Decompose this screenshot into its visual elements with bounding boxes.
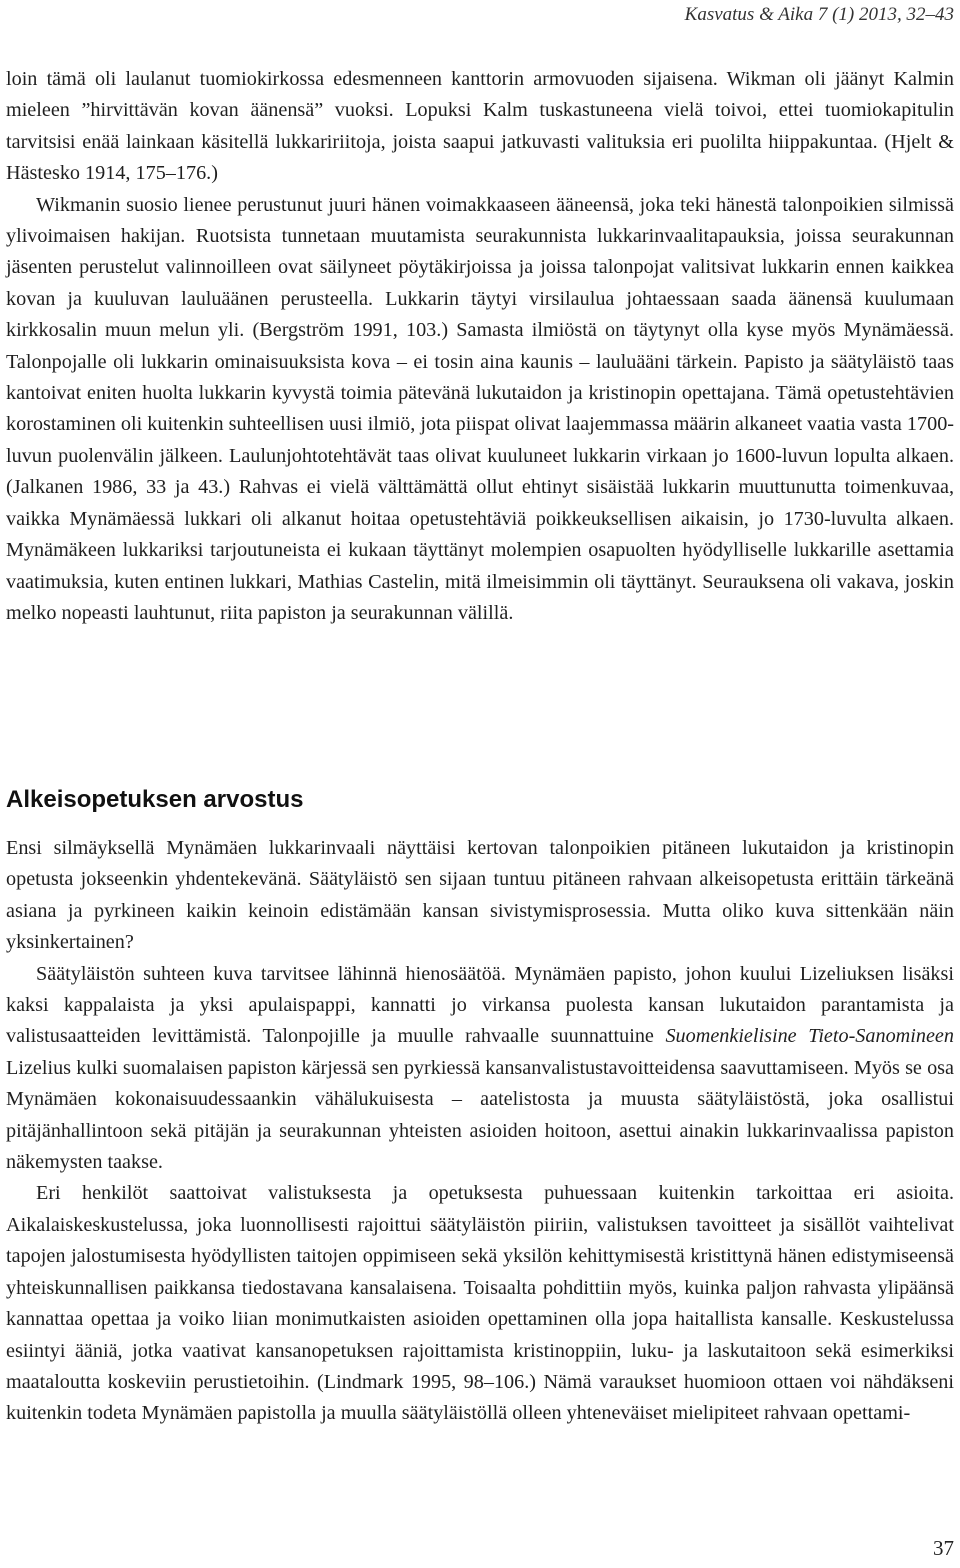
- paragraph: loin tämä oli laulanut tuomiokirkossa edesmenneen kanttorin armovuoden sijaisena. Wikman oli jäänyt Kalmin mieleen ”hirvittävän kovan äänensä” vuoksi. Lopuksi Kalm tuskastuneena vielä toivoi, ettei tuomiokapitulin tarvitsisi enää lainkaan käsitellä lukkaririitoja, joista saapui jatkuvasti valituksia eri puolilta hiippakuntaa. (Hjelt & Hästesko 1914, 175–176.): [6, 68, 954, 185]
- paragraph: Eri henkilöt saattoivat valistuksesta ja opetuksesta puhuessaan kuitenkin tarkoittaa eri asioita. Aikalaiskeskustelussa, joka luonnollisesti rajoittui säätyläistön piiriin, valistuksen tavoitteet ja sisällöt vaihtelivat tapojen jalostumisesta hyödyllisten taitojen oppimiseen sekä yksilön kehittymisestä kristittynä hänen edistymiseensä yhteiskunnallisen paikkansa tiedostavana kansalaisena. Toisaalta pohdittiin myös, kuinka paljon rahvasta ylipäänsä kannattaa opettaa ja voiko liian monimutkaisten asioiden opettaminen olla jopa haitallista kansalle. Keskustelussa esiintyi ääniä, jotka vaativat kansanopetuksen rajoittamista kristinoppiin, luku- ja laskutaitoon sekä esimerkiksi maataloutta koskeviin perustietoihin. (Lindmark 1995, 98–106.) Nämä varaukset huomioon ottaen voi nähdäkseni kuitenkin todeta Mynämäen papistolla ja muulla säätyläistöllä olleen yhteneväiset mielipiteet rahvaan opettami-: [6, 1182, 954, 1425]
- page-number: 37: [933, 1536, 954, 1560]
- paragraph-text: Lizelius kulki suomalaisen papiston kärjessä sen pyrkiessä kansanvalistustavoitteidensa saavuttamiseen. Myös se osa Mynämäen kokonaisuudessaankin vähälukuisesta – aatelistosta ja muusta säätyläistöstä, joka osallistui pitäjänhallintoon sekä pitäjän ja seurakunnan yhteisten asioiden hoitoon, asettui ainakin lukkarinvaalissa papiston näkemysten taakse.: [6, 1056, 954, 1174]
- body-text-lower: [6, 833, 954, 1430]
- paragraph: [6, 959, 954, 1179]
- paragraph: Ensi silmäyksellä Mynämäen lukkarinvaali näyttäisi kertovan talonpoikien pitäneen lukutaidon ja kristinopin opetusta jokseenkin yhdentekevänä. Säätyläistö sen sijaan tuntuu pitäneen rahvaan alkeisopetusta erittäin tärkeänä asiana ja pyrkineen kaikin keinoin edistämään kansan sivistymisprosessia. Mutta oliko kuva sittenkään näin yksinkertainen?: [6, 837, 954, 954]
- paragraph: Wikmanin suosio lienee perustunut juuri hänen voimakkaaseen ääneensä, joka teki hänestä talonpoikien silmissä ylivoimaisen hakijan. Ruotsista tunnetaan muutamista seurakunnista lukkarinvaalitapauksia, joissa seurakunnan jäsenten perustelut valinnoilleen ovat säilyneet pöytäkirjoissa ja joissa talonpojat valitsivat lukkarin ennen kaikkea kovan ja kuuluvan lauluäänen perusteella. Lukkarin täytyi virsilaulua johtaessaan saada äänensä kuulumaan kirkkosalin muun melun yli. (Bergström 1991, 103.) Samasta ilmiöstä on täytynyt olla kyse myös Mynämäessä. Talonpojalle oli lukkarin ominaisuuksista kova – ei tosin aina kaunis – lauluääni tärkein. Papisto ja säätyläistö taas kantoivat eniten huolta lukkarin kyvystä toimia pätevänä lukutaidon ja kristinopin opettajana. Tämä opetustehtävien korostaminen oli kuitenkin suhteellisen uusi ilmiö, jota piispat olivat laajemmassa määrin alkaneet vaatia vasta 1700-luvun puolenvälin jälkeen. Laulunjohtotehtävät taas olivat kuuluneet lukkarin virkaan jo 1600-luvun lopulta alkaen. (Jalkanen 1986, 33 ja 43.) Rahvas ei vielä välttämättä ollut ehtinyt sisäistää lukkarin muuttunutta toimenkuvaa, vaikka Mynämäessä lukkari oli alkanut hoitaa opetustehtäviä poikkeuksellisen aikaisin, jo 1730-luvulta alkaen. Mynämäkeen lukkariksi tarjoutuneista ei kukaan täyttänyt molempien osapuolten hyödylliselle lukkarille asettamia vaatimuksia, kuten entinen lukkari, Mathias Castelin, mitä ilmeisimmin oli täyttänyt. Seurauksena oli vakava, joskin melko nopeasti lauhtunut, riita papiston ja seurakunnan välillä.: [6, 193, 955, 624]
- running-header: Kasvatus & Aika 7 (1) 2013, 32–43: [684, 4, 954, 25]
- paragraph-text: Säätyläistön suhteen kuva tarvitsee lähinnä hienosäätöä. Mynämäen papisto, johon kuului Lizeliuksen lisäksi kaksi kappalaista ja yksi apulaispappi, kannatti jo virkansa puolesta kansan lukutaidon parantamista ja valistusaatteiden levittämistä. Talonpojille ja muulle rahvaalle suunnattuine: [6, 962, 954, 1048]
- body-text-upper: [6, 64, 954, 629]
- section-heading: Alkeisopetuksen arvostus: [6, 786, 304, 813]
- publication-title: Suomenkielisine Tieto-Sanomineen: [665, 1025, 954, 1048]
